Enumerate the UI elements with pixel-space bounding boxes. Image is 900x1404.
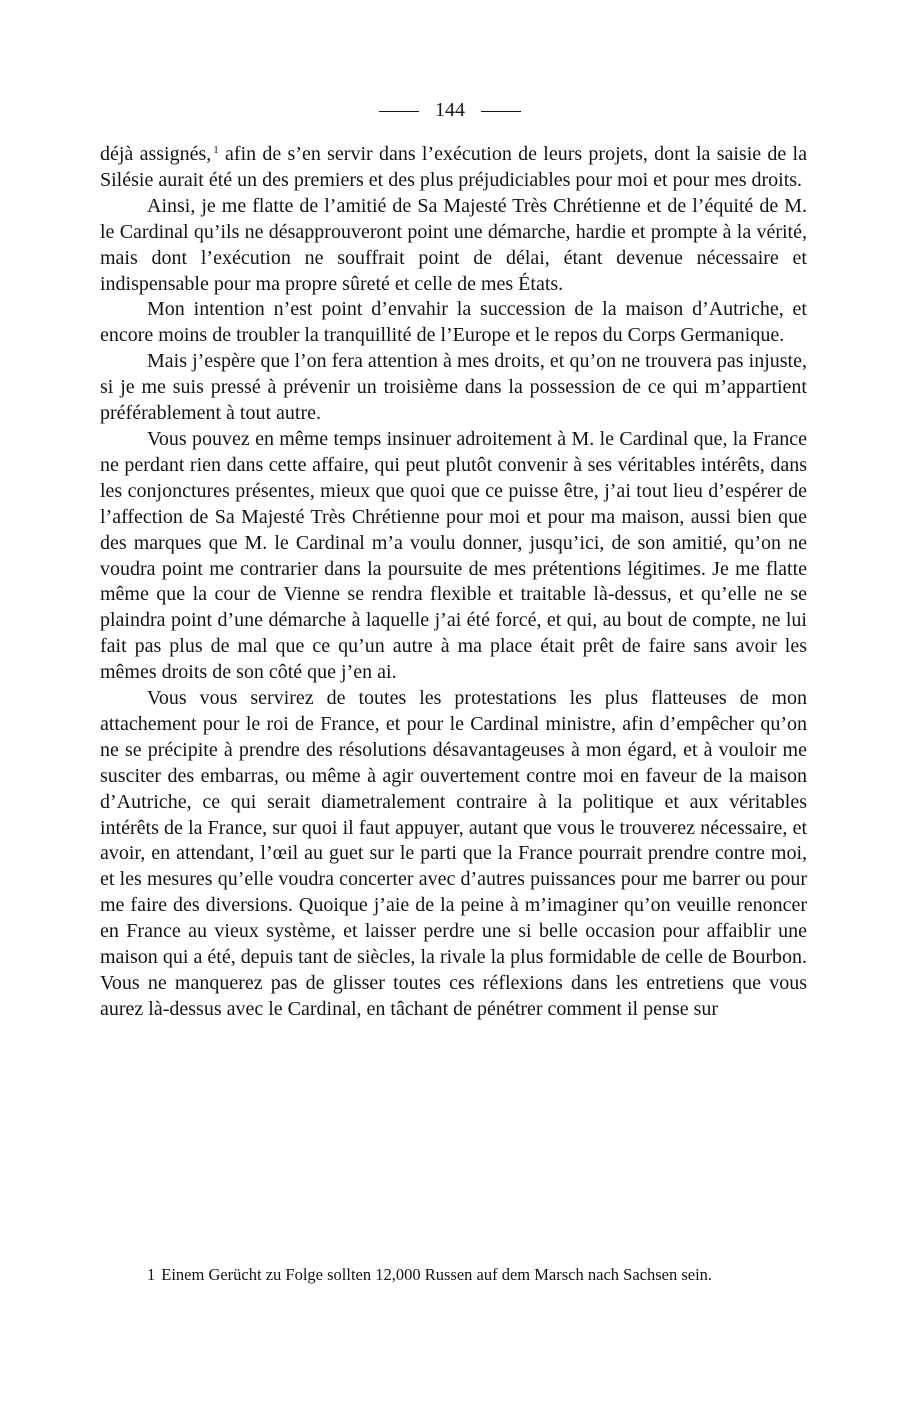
footnote-body: Einem Gerücht zu Folge sollten 12,000 Russen auf dem Marsch nach Sachsen sein. (161, 1265, 713, 1284)
page-number: 144 (435, 99, 465, 121)
paragraph-3: Mon intention n’est point d’envahir la succession de la maison d’Autriche, et encore moins de troubler la tranquillité de l’Europe et le repos du Corps Germanique. (100, 298, 807, 347)
paragraph-6: Vous vous servirez de toutes les protestations les plus flatteuses de mon attachement pour le roi de France, et pour le Cardinal ministre, afin d’empêcher qu’on ne se précipite à prendre des résolutions désavantageuses à mon égard, et à vouloir me susciter des embarras, ou même à agir ouvertement contre moi en faveur de la maison d’Autriche, ce qui serait diametralement contraire à la politique et aux véritables intérêts de la France, sur quoi il faut appuyer, autant que vous le trouverez nécessaire, et avoir, en attendant, l’œil au guet sur le parti que la France pourrait prendre contre moi, et les mesures qu’elle voudra concerter avec d’autres puissances pour me barrer ou pour me faire des diversions. Quoique j’aie de la peine à m’imaginer qu’on veuille renoncer en France au vieux système, et laisser perdre une si belle occasion pour affaiblir une maison qui a été, depuis tant de siècles, la rivale la plus formidable de celle de Bourbon. Vous ne manquerez pas de glisser toutes ces réflexions dans les entretiens que vous aurez là-dessus avec le Cardinal, en tâchant de pénétrer comment il pense sur (100, 687, 807, 1020)
footnote-number: 1 (147, 1265, 156, 1284)
right-rule (481, 111, 521, 112)
paragraph-1-text-b: afin de s’en servir dans l’exécution de leurs projets, dont la saisie de la Silésie aurait été un des premiers et des plus préjudiciables pour moi et pour mes droits. (100, 143, 807, 191)
footnote (100, 1263, 807, 1287)
paragraph-1-text-a: déjà assignés, (100, 143, 212, 165)
paragraph-2: Ainsi, je me flatte de l’amitié de Sa Majesté Très Chrétienne et de l’équité de M. le Cardinal qu’ils ne désapprouveront point une démarche, hardie et prompte à la vérité, mais dont l’exécution ne souffrait point de délai, étant devenue nécessaire et indispensable pour ma propre sûreté et celle de mes États. (100, 194, 807, 295)
page-number-header (0, 96, 900, 124)
left-rule (379, 111, 419, 112)
paragraph-5: Vous pouvez en même temps insinuer adroitement à M. le Cardinal que, la France ne perdant rien dans cette affaire, qui peut plutôt convenir à ses véritables intérêts, dans les conjonctures présentes, mieux que quoi que ce puisse être, j’ai tout lieu d’espérer de l’affection de Sa Majesté Très Chrétienne pour moi et pour ma maison, aussi bien que des marques que M. le Cardinal m’a voulu donner, jusqu’ici, de son amitié, qu’on ne voudra point me contrarier dans la poursuite de mes prétentions légitimes. Je me flatte même que la cour de Vienne se rendra flexible et traitable là-dessus, et qu’elle ne se plaindra point d’une démarche à laquelle j’ai été forcé, et qui, au bout de compte, ne lui fait pas plus de mal que ce qu’un autre à ma place était prêt de faire sans avoir les mêmes droits de son côté que j’en ai. (100, 427, 807, 684)
body-text (100, 142, 807, 1023)
paragraph-1 (100, 142, 807, 194)
paragraph-4: Mais j’espère que l’on fera attention à mes droits, et qu’on ne trouvera pas injuste, si je me suis pressé à prévenir un troisième dans la possession de ce qui m’appartient préférablement à tout autre. (100, 350, 807, 425)
footnote-reference: 1 (213, 144, 219, 156)
footnote-text (100, 1263, 807, 1287)
